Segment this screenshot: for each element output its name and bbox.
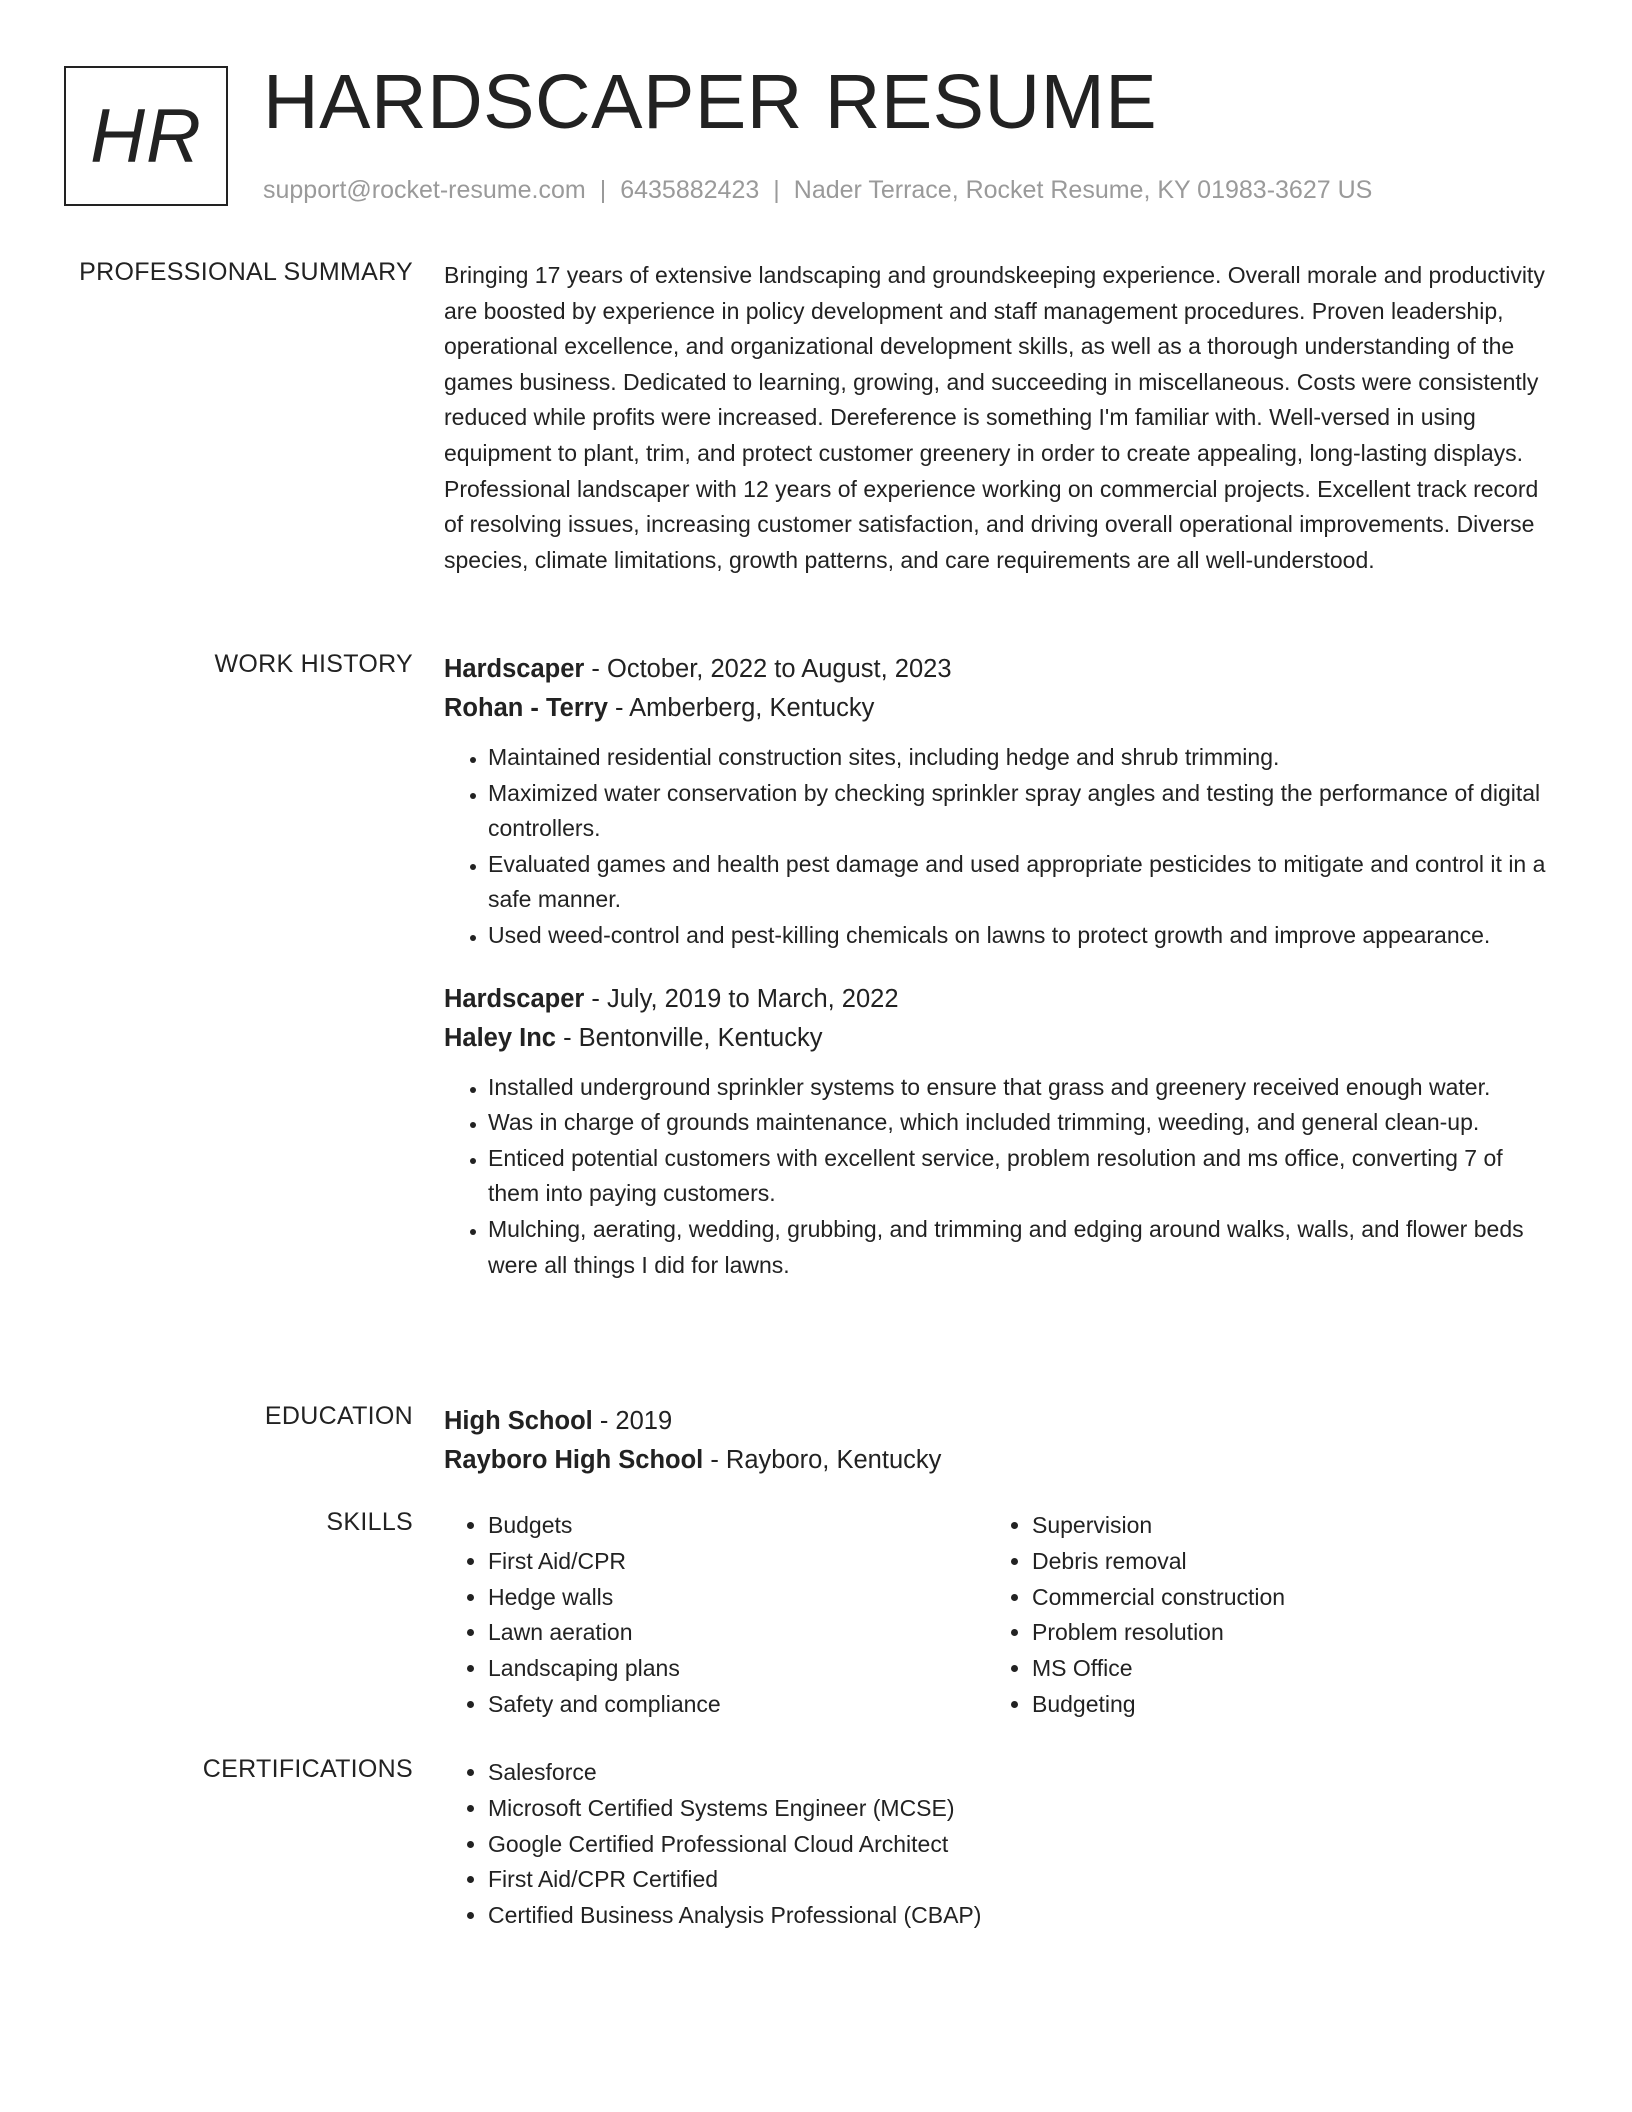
monogram-logo: HR	[64, 66, 228, 206]
job-company-line	[444, 689, 1559, 728]
skills-label: SKILLS	[326, 1508, 413, 1536]
work-history-label: WORK HISTORY	[214, 650, 413, 678]
education-location: - Rayboro, Kentucky	[703, 1446, 942, 1474]
contact-separator: |	[599, 176, 607, 204]
skill-item: • Safety and compliance	[488, 1687, 988, 1723]
job-entry	[444, 980, 1559, 1284]
job-bullet: • Was in charge of grounds maintenance, which included trimming, weeding, and general clean-up.	[488, 1105, 1559, 1141]
job-location: - Bentonville, Kentucky	[555, 1023, 823, 1052]
education-label: EDUCATION	[264, 1402, 413, 1430]
certification-item: • Certified Business Analysis Professional (CBAP)	[488, 1898, 1559, 1934]
summary-label: PROFESSIONAL SUMMARY	[79, 258, 413, 286]
job-bullet: • Enticed potential customers with excellent service, problem resolution and ms office, converting 7 of them into paying customers.	[488, 1141, 1559, 1212]
contact-separator: |	[773, 176, 780, 204]
skills-grid	[444, 1508, 1559, 1723]
certification-item: • Google Certified Professional Cloud Architect	[488, 1827, 1559, 1863]
job-bullet: • Mulching, aerating, wedding, grubbing, and trimming and edging around walks, walls, and flower beds were all things I did for lawns.	[488, 1212, 1559, 1283]
job-title-line	[444, 980, 1559, 1019]
skill-item: • Commercial construction	[1032, 1580, 1532, 1616]
skills-column-right	[988, 1508, 1532, 1723]
skill-item: • Lawn aeration	[488, 1615, 988, 1651]
skill-item: • Debris removal	[1032, 1544, 1532, 1580]
job-bullet: • Evaluated games and health pest damage and used appropriate pesticides to mitigate and control it in a safe manner.	[488, 847, 1559, 918]
contact-line	[263, 174, 1372, 206]
job-company-line	[444, 1019, 1559, 1058]
job-dates: - July, 2019 to March, 2022	[584, 984, 899, 1013]
skill-item: • Supervision	[1032, 1508, 1532, 1544]
education-school-line	[444, 1441, 1559, 1480]
certification-item: • First Aid/CPR Certified	[488, 1862, 1559, 1898]
job-bullet: • Installed underground sprinkler systems to ensure that grass and greenery received enough water.	[488, 1070, 1559, 1106]
job-company: Rohan - Terry	[444, 694, 608, 722]
education-school: Rayboro High School	[444, 1446, 704, 1474]
skill-item: • First Aid/CPR	[488, 1544, 988, 1580]
job-entry	[444, 650, 1559, 954]
job-bullets	[444, 740, 1559, 954]
job-title: Hardscaper	[444, 984, 585, 1013]
job-company: Haley Inc	[444, 1023, 556, 1052]
job-title: Hardscaper	[444, 655, 585, 683]
skill-item: • Budgets	[488, 1508, 988, 1544]
contact-address: Nader Terrace, Rocket Resume, KY 01983-3627 US	[793, 176, 1373, 204]
page-title: HARDSCAPER RESUME	[263, 59, 1158, 145]
skill-item: • Landscaping plans	[488, 1651, 988, 1687]
skill-item: • Hedge walls	[488, 1580, 988, 1616]
job-bullet: • Maintained residential construction sites, including hedge and shrub trimming.	[488, 740, 1559, 776]
job-dates: - October, 2022 to August, 2023	[584, 655, 952, 683]
job-title-line	[444, 650, 1559, 689]
summary-text: Bringing 17 years of extensive landscaping and groundskeeping experience. Overall morale and productivity are boosted by experience in policy development and staff management procedures. Proven leadership, operational excellence, and organizational development skills, as well as a thorough understanding of the games business. Dedicated to learning, growing, and succeeding in miscellaneous. Costs were consistently reduced while profits were increased. Dereference is something I'm familiar with. Well-versed in using equipment to plant, trim, and protect customer greenery in order to create appealing, long-lasting displays. Professional landscaper with 12 years of experience working on commercial projects. Excellent track record of resolving issues, increasing customer satisfaction, and driving overall operational improvements. Diverse species, climate limitations, growth patterns, and care requirements are all well-understood.	[444, 262, 1545, 573]
contact-email[interactable]: support@rocket-resume.com	[263, 176, 586, 204]
skill-item: • Problem resolution	[1032, 1615, 1532, 1651]
contact-phone[interactable]: 6435882423	[620, 176, 760, 204]
job-location: - Amberberg, Kentucky	[607, 694, 875, 722]
education-year: - 2019	[592, 1407, 673, 1435]
skills-column-left	[444, 1508, 988, 1723]
job-bullets	[444, 1070, 1559, 1284]
education-degree-line	[444, 1402, 1559, 1441]
certification-item: • Microsoft Certified Systems Engineer (MCSE)	[488, 1791, 1559, 1827]
certification-item: • Salesforce	[488, 1755, 1559, 1791]
job-bullet: • Used weed-control and pest-killing chemicals on lawns to protect growth and improve appearance.	[488, 918, 1559, 954]
skill-item: • Budgeting	[1032, 1687, 1532, 1723]
certifications-label: CERTIFICATIONS	[202, 1755, 413, 1783]
job-bullet: • Maximized water conservation by checking sprinkler spray angles and testing the performance of digital controllers.	[488, 776, 1559, 847]
education-degree: High School	[444, 1407, 593, 1435]
certifications-list	[444, 1755, 1559, 1934]
skill-item: • MS Office	[1032, 1651, 1532, 1687]
